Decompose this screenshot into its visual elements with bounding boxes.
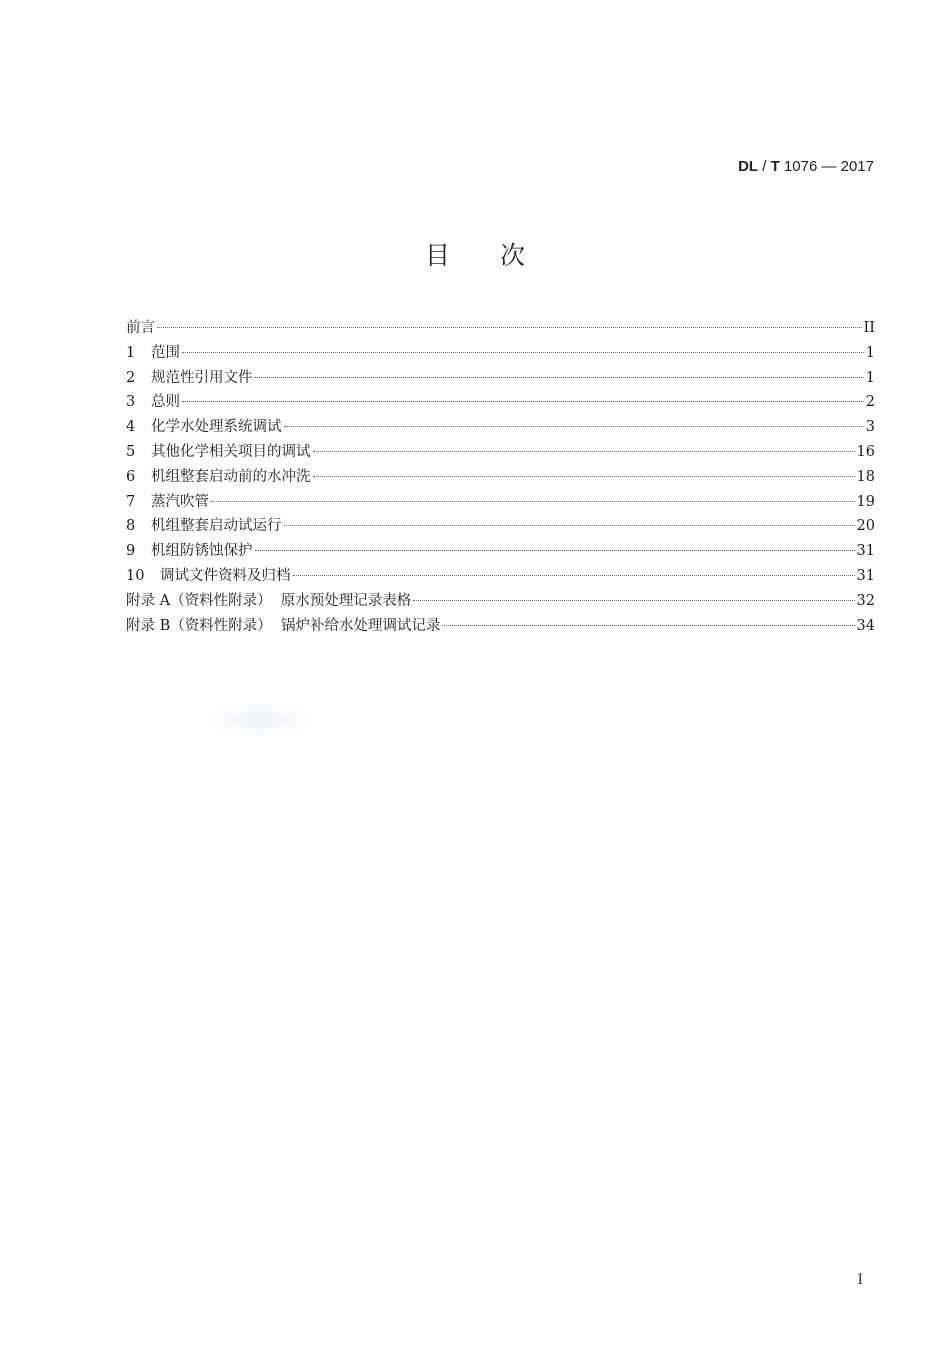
toc-entry-number: 7: [126, 493, 136, 510]
toc-entry-text: 前言: [126, 320, 155, 336]
toc-entry-preface[interactable]: [126, 316, 875, 341]
toc-entry-text: 范围: [151, 344, 180, 361]
standard-code-prefix: DL: [738, 158, 759, 175]
toc-entry-number: 9: [126, 543, 136, 560]
toc-entry-number: 8: [126, 518, 136, 535]
toc-leader-dots: [255, 550, 855, 551]
toc-entry-number: 5: [126, 443, 136, 460]
toc-entry-page: 32: [856, 592, 875, 609]
toc-leader-dots: [284, 426, 864, 427]
scan-smudge: [205, 702, 315, 738]
toc-leader-dots: [284, 525, 855, 526]
standard-code-separator: /: [758, 158, 771, 175]
toc-entry-page: 31: [856, 543, 875, 560]
toc-title: 目次: [424, 241, 575, 270]
toc-entry-number: 1: [126, 344, 136, 361]
toc-entry-appendix-a[interactable]: [126, 589, 875, 614]
toc-leader-dots: [442, 625, 854, 626]
toc-leader-dots: [211, 501, 855, 502]
toc-leader-dots: [182, 352, 864, 353]
toc-entry-page: 1: [865, 369, 875, 386]
toc-entry-page: 3: [865, 419, 875, 436]
toc-entry-7[interactable]: [126, 490, 875, 515]
toc-entry-page: 31: [856, 567, 875, 584]
toc-leader-dots: [313, 476, 855, 477]
toc-entry-number: 6: [126, 468, 136, 485]
toc-entry-text: 机组防锈蚀保护: [151, 543, 253, 560]
toc-entry-number: 4: [126, 419, 136, 436]
toc-entry-text: 其他化学相关项目的调试: [151, 443, 311, 460]
table-of-contents: [126, 316, 875, 638]
toc-entry-page: 19: [856, 493, 875, 510]
toc-entry-10[interactable]: [126, 564, 875, 589]
toc-leader-dots: [413, 600, 854, 601]
toc-entry-number: 2: [126, 369, 136, 386]
toc-entry-5[interactable]: [126, 440, 875, 465]
toc-entry-page: 34: [856, 617, 875, 634]
toc-entry-number: 3: [126, 394, 136, 411]
page-number: I: [857, 1272, 863, 1288]
toc-leader-dots: [157, 327, 862, 328]
toc-entry-2[interactable]: [126, 366, 875, 391]
toc-leader-dots: [255, 377, 864, 378]
toc-entry-text: 机组整套启动试运行: [151, 518, 282, 535]
toc-entry-number: 10: [126, 567, 145, 584]
toc-entry-8[interactable]: [126, 514, 875, 539]
toc-entry-text: 规范性引用文件: [151, 369, 253, 386]
toc-entry-6[interactable]: [126, 465, 875, 490]
toc-leader-dots: [293, 575, 855, 576]
toc-entry-9[interactable]: [126, 539, 875, 564]
toc-entry-3[interactable]: [126, 390, 875, 415]
toc-entry-text: 蒸汽吹管: [151, 493, 209, 510]
standard-code-number: 1076 — 2017: [779, 158, 874, 175]
toc-entry-text: 机组整套启动前的水冲洗: [151, 468, 311, 485]
toc-entry-text: 化学水处理系统调试: [151, 419, 282, 436]
standard-code: [738, 158, 874, 175]
toc-entry-text: 附录 B（资料性附录） 锅炉补给水处理调试记录: [126, 617, 441, 634]
toc-entry-text: 总则: [151, 394, 180, 411]
toc-entry-page: 18: [856, 468, 875, 485]
toc-entry-page: 16: [856, 443, 875, 460]
toc-entry-page: 1: [865, 344, 875, 361]
toc-entry-page: II: [863, 320, 875, 336]
toc-leader-dots: [182, 401, 864, 402]
standard-code-t: T: [770, 158, 780, 175]
toc-leader-dots: [313, 451, 855, 452]
toc-entry-text: 附录 A（资料性附录） 原水预处理记录表格: [126, 592, 412, 609]
toc-entry-text: 调试文件资料及归档: [160, 567, 291, 584]
toc-entry-page: 2: [865, 394, 875, 411]
toc-entry-appendix-b[interactable]: [126, 614, 875, 639]
toc-entry-4[interactable]: [126, 415, 875, 440]
toc-entry-page: 20: [856, 518, 875, 535]
toc-entry-1[interactable]: [126, 341, 875, 366]
